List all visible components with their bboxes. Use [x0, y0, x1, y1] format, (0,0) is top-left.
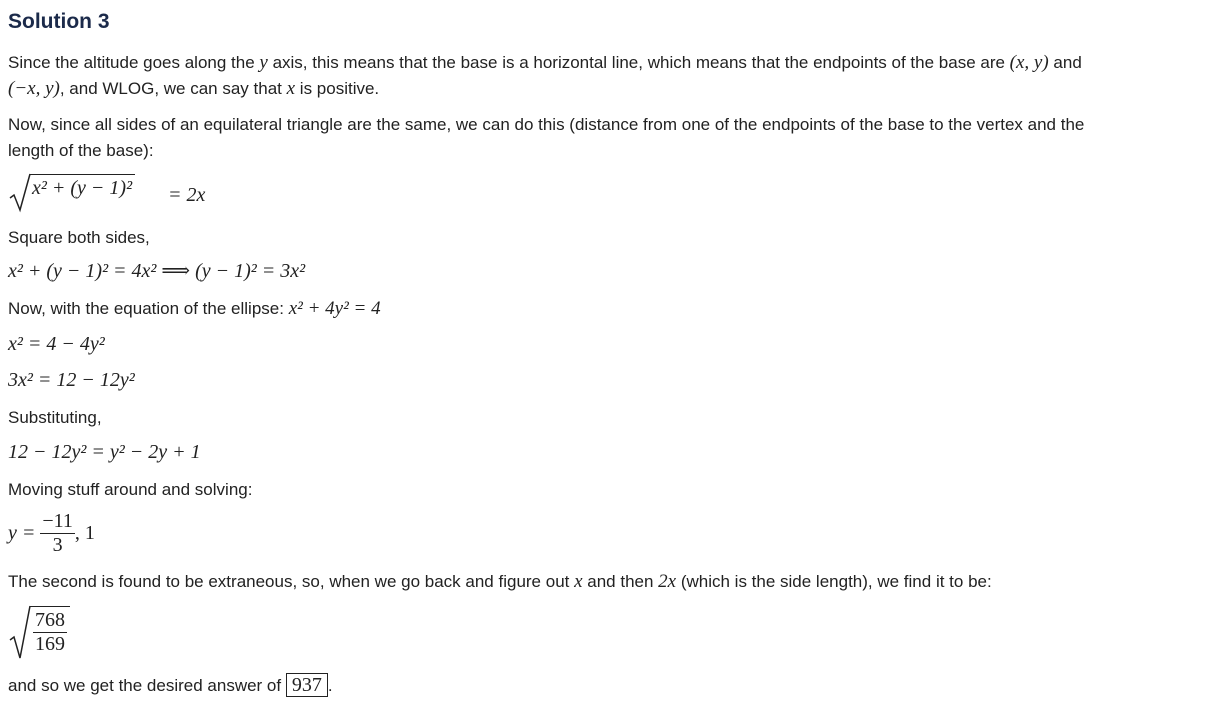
paragraph-extraneous: [8, 569, 992, 595]
math-side-length: 2x: [658, 571, 677, 592]
fraction-numerator: −11: [42, 510, 73, 532]
equation-x-squared: x² = 4 − 4y²: [8, 333, 105, 355]
math-point-2: (−x, y): [8, 78, 60, 99]
solution-heading: Solution 3: [8, 10, 110, 33]
text-segment: , and WLOG, we can say that: [59, 79, 287, 98]
equation-3x-squared: 3x² = 12 − 12y²: [8, 369, 135, 391]
paragraph-altitude-line2: [8, 76, 379, 102]
fraction: [33, 609, 67, 656]
text-segment: is positive.: [295, 79, 380, 98]
radical-sign-icon: [8, 172, 32, 214]
math-var-x: x: [286, 78, 296, 99]
boxed-answer: 937: [286, 673, 328, 697]
text-segment: axis, this means that the base is a horizontal line, which means that the endpoints of the base are: [267, 53, 1010, 72]
text-segment: and: [1048, 53, 1082, 72]
equation-solutions: [8, 510, 95, 557]
math-var-y: y: [259, 52, 268, 73]
equation-substituted: 12 − 12y² = y² − 2y + 1: [8, 441, 201, 463]
radical-sign-icon: [8, 604, 32, 662]
paragraph-sides-line2: length of the base):: [8, 141, 154, 160]
text-segment: Since the altitude goes along the: [8, 53, 260, 72]
paragraph-square: Square both sides,: [8, 228, 150, 247]
ellipse-equation: x² + 4y² = 4: [288, 298, 381, 319]
paragraph-ellipse: [8, 296, 381, 322]
equation-squared: x² + (y − 1)² = 4x² ⟹ (y − 1)² = 3x²: [8, 260, 306, 282]
fraction: [40, 510, 75, 557]
solutions-rest: , 1: [74, 522, 95, 544]
solutions-lhs: y =: [8, 522, 36, 544]
text-segment: Now, with the equation of the ellipse:: [8, 299, 289, 318]
paragraph-sides-line1: Now, since all sides of an equilateral triangle are the same, we can do this (distance from one of the endpoints of the base to the vertex and the: [8, 115, 1085, 134]
text-segment: (which is the side length), we find it to be:: [676, 572, 992, 591]
math-var-x: x: [574, 571, 583, 592]
fraction-numerator: 768: [35, 609, 65, 631]
radicand: x² + (y − 1)²: [30, 174, 135, 200]
fraction-denominator: 169: [35, 633, 65, 655]
text-segment: and so we get the desired answer of: [8, 676, 286, 695]
text-segment: The second is found to be extraneous, so, when we go back and figure out: [8, 572, 575, 591]
text-segment: and then: [582, 572, 659, 591]
paragraph-altitude-line1: [8, 50, 1082, 76]
text-segment: .: [327, 676, 333, 695]
paragraph-solving: Moving stuff around and solving:: [8, 480, 253, 499]
paragraph-answer: [8, 672, 333, 699]
radicand-fraction: [30, 606, 70, 656]
paragraph-substituting: Substituting,: [8, 408, 102, 427]
equation-rhs: = 2x: [168, 184, 206, 206]
math-point-1: (x, y): [1009, 52, 1049, 73]
fraction-denominator: 3: [40, 533, 75, 557]
